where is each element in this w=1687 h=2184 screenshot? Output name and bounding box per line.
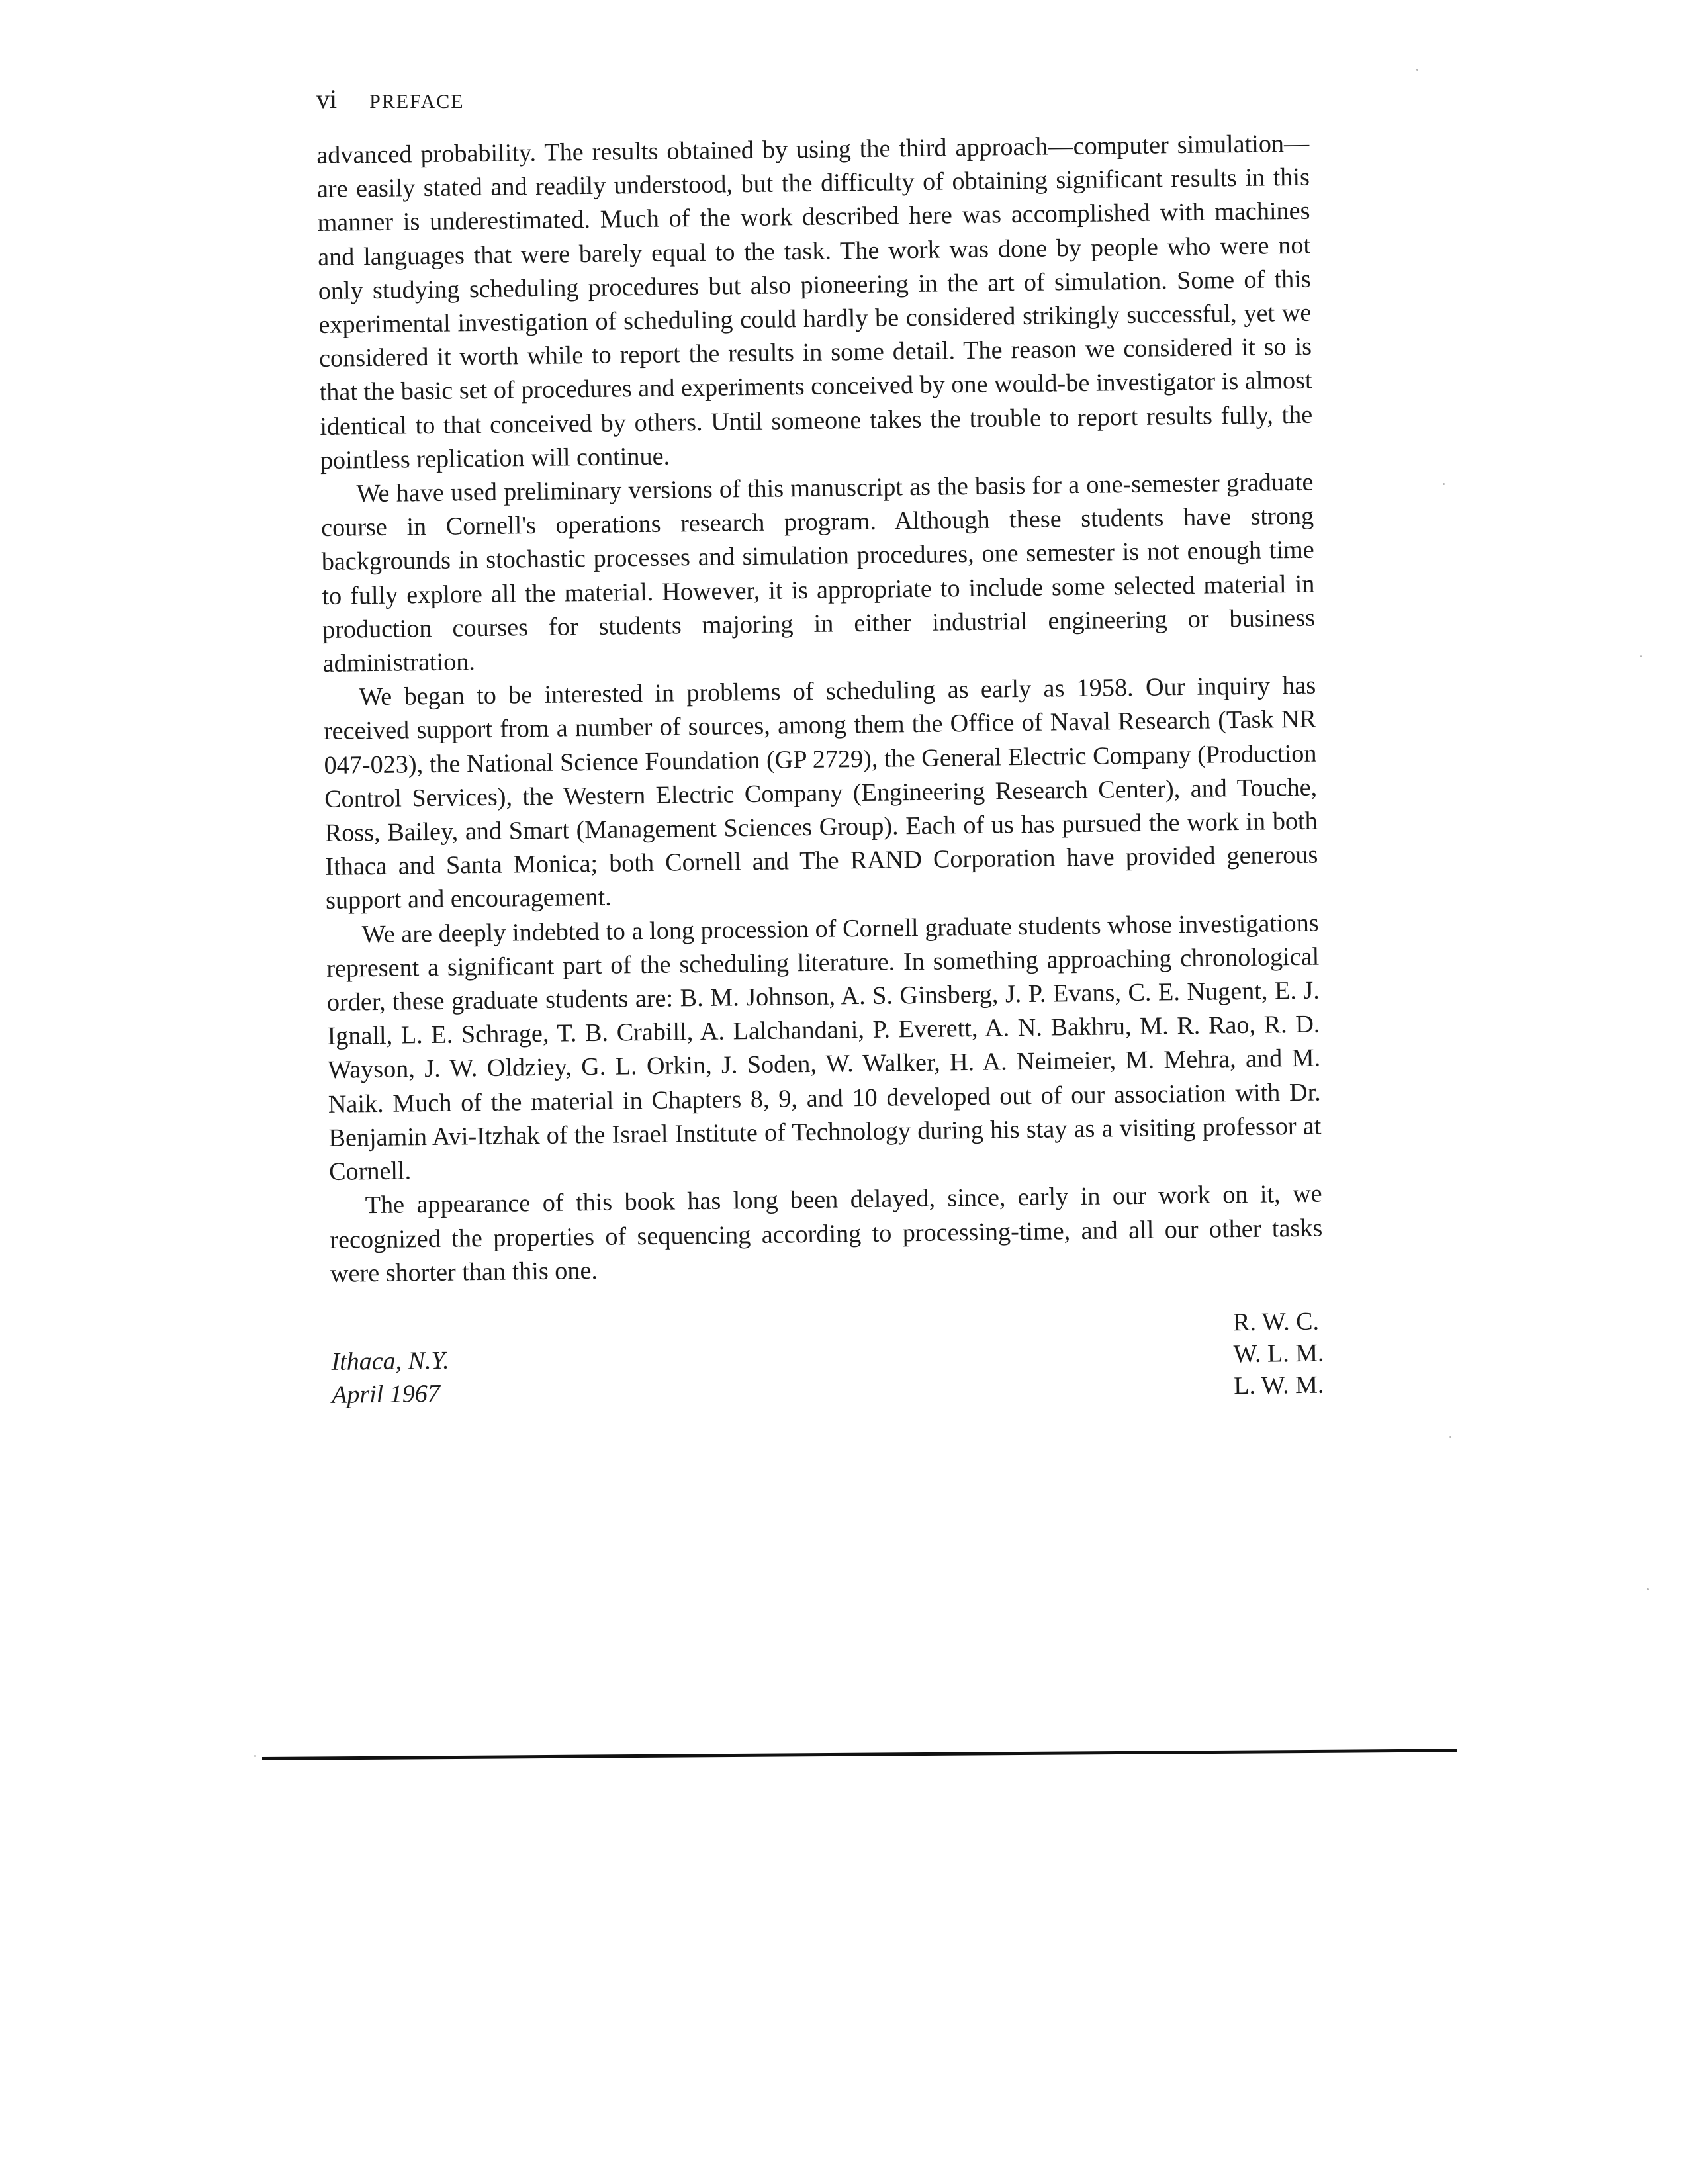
preface-body [316, 127, 1324, 1417]
paragraph-continued: advanced probability. The results obtained by using the third approach—computer simulation—are easily stated and readily understood, but the difficulty of obtaining significant results in this manner is underestimated. Much of the work described here was accomplished with machines and languages that were barely equal to the task. The work was done by people who were not only studying scheduling procedures but also pioneering in the art of simulation. Some of this experimental investigation of scheduling could hardly be considered strikingly successful, yet we considered it worth while to report the results in some detail. The reason we considered it so is that the basic set of procedures and experiments conceived by one would-be investigator is almost identical to that conceived by others. Until someone takes the trouble to report results fully, the pointless replication will continue. [316, 129, 1313, 475]
page-number: vi [316, 84, 338, 114]
scan-speck [1443, 483, 1445, 485]
author-initials [1233, 1305, 1325, 1402]
scan-speck [1647, 1588, 1649, 1590]
author-initials-3: L. W. M. [1233, 1371, 1324, 1400]
author-initials-1: R. W. C. [1232, 1307, 1320, 1337]
place: Ithaca, N.Y. [331, 1346, 449, 1376]
scan-speck [254, 1755, 256, 1757]
date: April 1967 [331, 1379, 441, 1409]
place-date [331, 1344, 449, 1412]
scan-speck [1449, 1436, 1451, 1438]
paragraph-acknowledgments: We are deeply indebted to a long procession of Cornell graduate students whose investigations represent a significant part of the scheduling literature. In something approaching chronological order, these graduate students are: B. M. Johnson, A. S. Ginsberg, J. P. Evans, C. E. Nugent, E. J. Ignall, L. E. Schrage, T. B. Crabill, A. Lalchandani, P. Everett, A. N. Bakhru, M. R. Rao, R. D. Wayson, J. W. Oldziey, G. L. Orkin, J. Soden, W. Walker, H. A. Neimeier, M. Mehra, and M. Naik. Much of the material in Chapters 8, 9, and 10 developed out of our association with Dr. Benjamin Avi-Itzhak of the Israel Institute of Technology during his stay as a visiting professor at Cornell. [326, 909, 1322, 1186]
paragraph-closing: The appearance of this book has long been delayed, since, early in our work on it, we recognized the properties of sequencing according to processing-time, and all our other tasks were shorter than this one. [330, 1179, 1323, 1288]
paragraph-course-use: We have used preliminary versions of this manuscript as the basis for a one-semester graduate course in Cornell's operations research program. Although these students have strong backgrounds in stochastic processes and simulation procedures, one semester is not enough time to fully explore all the material. However, it is appropriate to include some selected material in production courses for students majoring in either industrial engineering or business administration. [320, 468, 1316, 678]
paragraph-support: We began to be interested in problems of scheduling as early as 1958. Our inquiry has received support from a number of sources, among them the Office of Naval Research (Task NR 047-023), the National Science Foundation (GP 2729), the General Electric Company (Production Control Services), the Western Electric Company (Engineering Research Center), and Touche, Ross, Bailey, and Smart (Management Sciences Group). Each of us has pursued the work in both Ithaca and Santa Monica; both Cornell and The RAND Corporation have provided generous support and encouragement. [323, 671, 1318, 915]
section-title: PREFACE [369, 91, 465, 113]
running-head [316, 85, 465, 116]
scan-speck [1640, 655, 1642, 657]
scan-speck [1416, 69, 1418, 71]
signoff [331, 1305, 1325, 1416]
author-initials-2: W. L. M. [1233, 1339, 1324, 1369]
page-bottom-rule [262, 1749, 1457, 1760]
